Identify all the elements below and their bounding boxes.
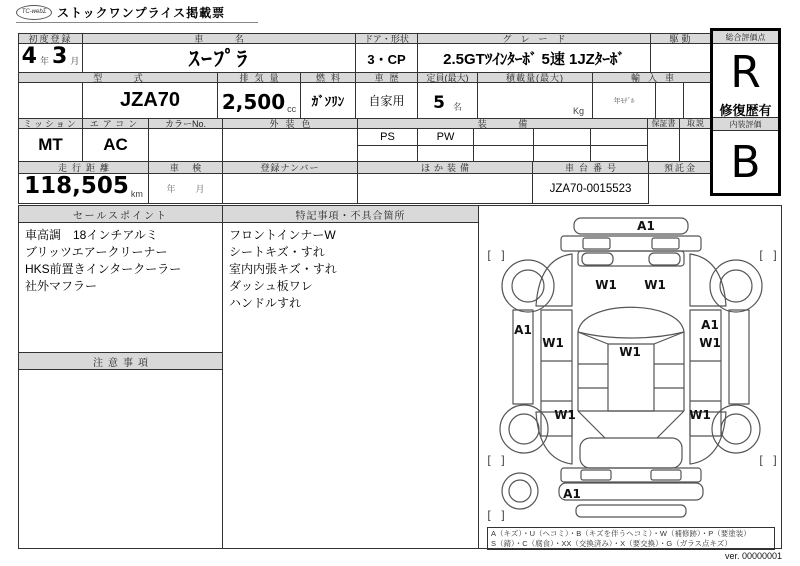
damage-mark: A1 (701, 318, 719, 332)
deposit-header: 預託金 (648, 161, 713, 174)
other-equipment-header: ほか装備 (357, 161, 533, 174)
equipment-cell (590, 128, 648, 146)
fuel-value: ｶﾞｿﾘﾝ (300, 82, 356, 119)
damage-mark: A1 (514, 323, 532, 337)
sales-point-item: 車高調 18インチアルミ (25, 228, 158, 242)
first-reg-year-unit: 年 (39, 56, 49, 66)
damage-mark: W1 (554, 408, 576, 422)
damage-mark: A1 (637, 219, 655, 233)
bracket-mark: [ ] (487, 454, 505, 467)
repair-history-note: 修復歴有 (719, 102, 772, 118)
evaluation-box (710, 28, 781, 196)
mileage-value (18, 173, 149, 204)
transmission-value: MT (18, 128, 83, 162)
model-code-header: 型式 (18, 72, 218, 83)
damage-mark: W1 (595, 278, 617, 292)
warranty-value (647, 128, 680, 162)
damage-mark: W1 (644, 278, 666, 292)
chassis-no-header: 車台番号 (532, 161, 649, 174)
equipment-header: 装備 (357, 118, 648, 129)
manual-header: 取説 (679, 118, 713, 129)
equipment-cell (473, 128, 534, 146)
car-damage-diagram (478, 205, 782, 549)
inspection-value (148, 173, 223, 204)
sales-points-list (18, 222, 223, 353)
first-reg-month-unit: 月 (70, 56, 80, 66)
equipment-cell (357, 145, 418, 162)
damage-mark: W1 (542, 336, 564, 350)
import-car-header: 輸入車 (592, 72, 713, 83)
load-value (477, 82, 593, 119)
caution-content (18, 369, 223, 549)
reg-number-value (222, 173, 358, 204)
mileage-number: 118,505 (24, 173, 129, 199)
capacity-number: 5 (433, 93, 445, 113)
equipment-cell (533, 145, 591, 162)
doors-header: ドア・形状 (355, 33, 418, 44)
import-car-cell-2 (655, 82, 684, 119)
first-registration-header: 初度登録 (18, 33, 83, 44)
damage-mark: A1 (563, 487, 581, 501)
equipment-cell: PW (417, 128, 474, 146)
mileage-header: 走行距離 (18, 161, 149, 174)
drive-header: 駆動 (650, 33, 713, 44)
transmission-header: ミッション (18, 118, 83, 129)
first-reg-year: 4 (21, 44, 37, 69)
load-unit: Kg (572, 106, 584, 116)
warranty-header: 保証書 (647, 118, 680, 129)
first-registration-value (18, 43, 83, 73)
interior-evaluation-header: 内装評価 (713, 117, 778, 131)
model-code-value: JZA70 (82, 82, 218, 119)
overall-evaluation-grade: R (730, 47, 761, 98)
damage-mark: W1 (689, 408, 711, 422)
damage-mark: W1 (619, 345, 641, 359)
equipment-cell: PS (357, 128, 418, 146)
history-value: 自家用 (355, 82, 418, 119)
page-title: ストックワンプライス掲載票 (57, 5, 226, 20)
displacement-number: 2,500 (221, 90, 286, 114)
damage-legend-line2: S（錆）・C（腐食）・XX（交換済み）・X（要交換）・G（ガラス点キズ） (491, 538, 732, 548)
bracket-mark: [ ] (759, 454, 777, 467)
special-note-item: シートキズ・すれ (229, 245, 325, 259)
color-no-header: カラーNo. (148, 118, 223, 129)
bracket-mark: [ ] (487, 509, 505, 522)
tcweb-logo-icon: TC-webΣ (16, 5, 52, 20)
special-notes-header: 特記事項・不具合箇所 (222, 205, 479, 223)
special-notes-list (222, 222, 479, 549)
color-no-value (148, 128, 223, 162)
drive-value (650, 43, 713, 73)
doors-value: 3・CP (355, 43, 418, 73)
special-note-item: ダッシュ板ワレ (229, 279, 313, 293)
sales-points-header: セールスポイント (18, 205, 223, 223)
damage-legend-line1: A（キズ）・U（ヘコミ）・B（キズを伴うヘコミ）・W（補修跡）・P（要塗装） (491, 529, 751, 538)
chassis-no-value: JZA70-0015523 (532, 173, 649, 204)
sales-point-item: 社外マフラー (25, 279, 98, 293)
damage-legend (487, 527, 775, 550)
sales-point-item: HKS前置きインタークーラー (25, 262, 182, 276)
manual-value (679, 128, 713, 162)
car-name-header: 車名 (82, 33, 356, 44)
equipment-cell (533, 128, 591, 146)
car-outline-drawing (479, 206, 781, 548)
interior-evaluation-grade: B (730, 136, 761, 188)
fuel-header: 燃料 (300, 72, 356, 83)
equipment-cell (590, 145, 648, 162)
sales-point-item: ブリッツエアークリーナー (25, 245, 168, 259)
import-car-cell-3 (683, 82, 713, 119)
grade-value: 2.5GTﾂｲﾝﾀｰﾎﾞ 5速 1JZﾀｰﾎﾞ (417, 43, 651, 73)
displacement-header: 排気量 (217, 72, 301, 83)
inspection-header: 車検 (148, 161, 223, 174)
exterior-color-header: 外装色 (222, 118, 358, 129)
history-header: 車歴 (355, 72, 418, 83)
version-text: ver. 00000001 (724, 551, 782, 561)
special-note-item: ハンドルすれ (229, 296, 302, 310)
reg-number-header: 登録ナンバー (222, 161, 358, 174)
inspection-month-unit: 月 (195, 184, 205, 194)
import-car-note: 年ﾓﾃﾞﾙ (592, 82, 656, 119)
bracket-mark: [ ] (487, 249, 505, 262)
equipment-cell (473, 145, 534, 162)
grade-header: グレード (417, 33, 651, 44)
first-reg-month: 3 (52, 44, 68, 69)
displacement-unit: cc (287, 104, 297, 114)
aircon-value: AC (82, 128, 149, 162)
damage-mark: W1 (699, 336, 721, 350)
model-code-blank-cell (18, 82, 83, 119)
special-note-item: フロントインナーW (229, 228, 336, 242)
special-note-item: 室内内張キズ・すれ (229, 262, 337, 276)
caution-header: 注意事項 (18, 352, 223, 370)
overall-evaluation-header: 総合評価点 (713, 31, 778, 44)
capacity-header: 定員(最大) (417, 72, 478, 83)
displacement-value (217, 82, 301, 119)
capacity-unit: 名 (452, 102, 462, 112)
load-header: 積載量(最大) (477, 72, 593, 83)
sheet-titlebar (16, 2, 258, 23)
car-name-value: ｽｰﾌﾟﾗ (82, 43, 356, 73)
aircon-header: エアコン (82, 118, 149, 129)
other-equipment-value (357, 173, 533, 204)
equipment-cell (417, 145, 474, 162)
capacity-value (417, 82, 478, 119)
bracket-mark: [ ] (759, 249, 777, 262)
mileage-unit: km (130, 189, 143, 199)
inspection-year-unit: 年 (166, 184, 176, 194)
